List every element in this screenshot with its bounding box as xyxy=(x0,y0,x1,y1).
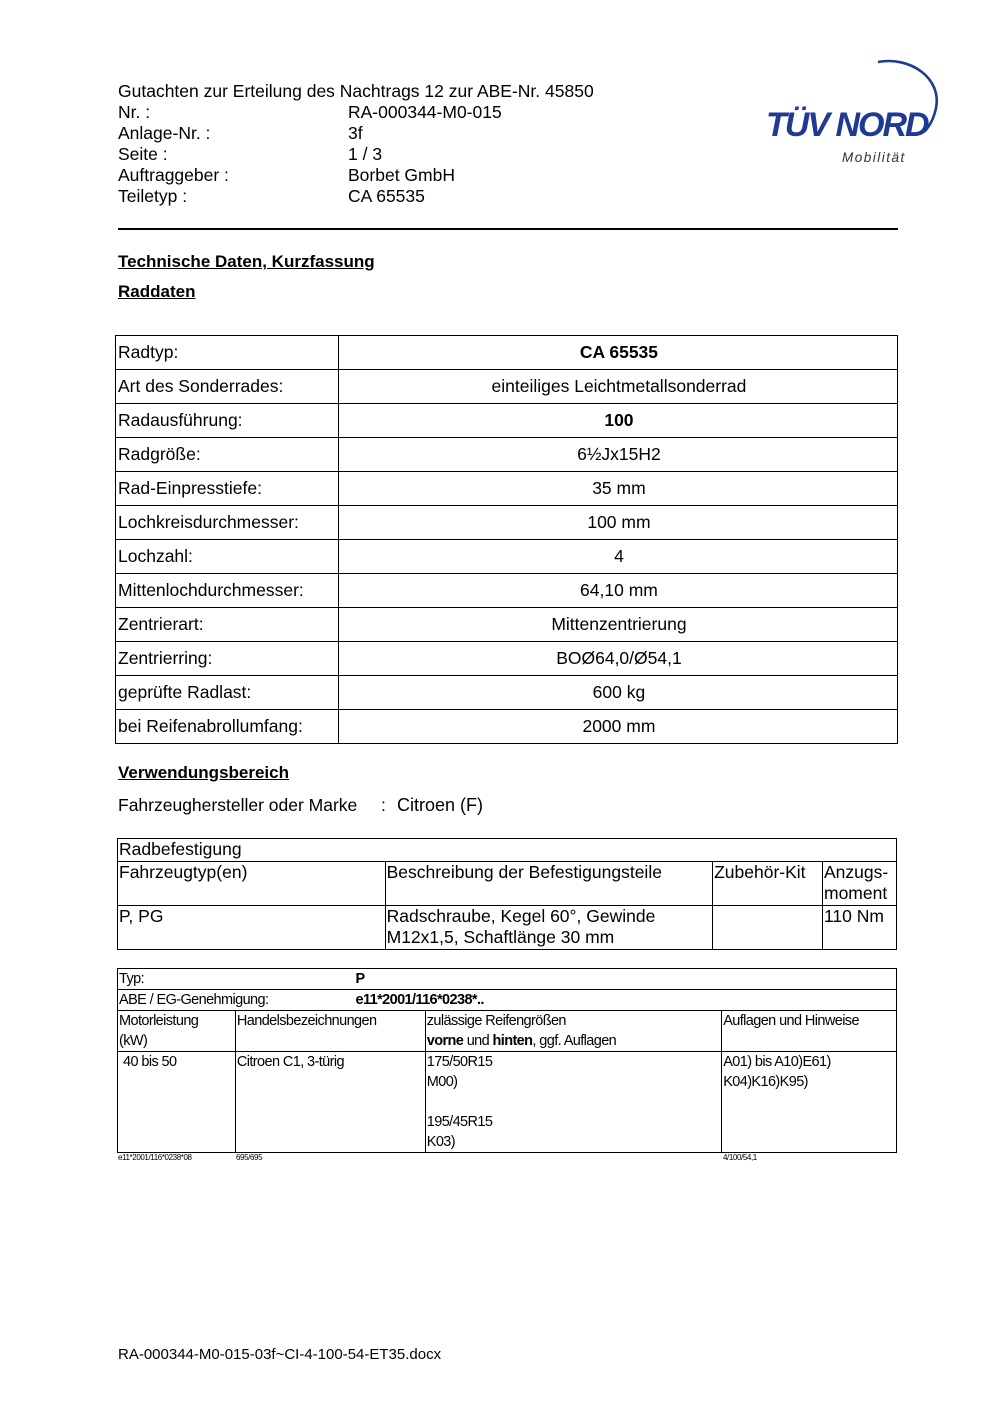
table-row xyxy=(116,472,898,506)
table-header-row xyxy=(118,861,897,905)
row-value: einteiliges Leichtmetallsonderrad xyxy=(338,370,897,404)
header-zubehoer: Zubehör-Kit xyxy=(713,861,823,905)
table-row xyxy=(116,608,898,642)
typ-table xyxy=(117,968,897,1153)
cell-auflagen xyxy=(722,1052,897,1153)
header-anzugsmoment xyxy=(823,861,897,905)
row-value: 100 mm xyxy=(338,506,897,540)
row-label: Zentrierring: xyxy=(116,642,339,676)
table-header-row xyxy=(118,1011,897,1052)
field-label-nr: Nr. : xyxy=(118,102,151,122)
row-value: 35 mm xyxy=(338,472,897,506)
abe-label-cell xyxy=(118,990,484,1011)
table-row xyxy=(116,574,898,608)
header-handel: Handelsbezeichnungen xyxy=(235,1011,425,1052)
row-value: 4 xyxy=(338,540,897,574)
row-label: Radgröße: xyxy=(116,438,339,472)
field-value-anlage: 3f xyxy=(348,123,363,143)
abe-label: ABE / EG-Genehmigung: xyxy=(119,992,269,1008)
auflagen-line-1: A01) bis A10)E61) xyxy=(723,1054,831,1070)
header-auflagen: Auflagen und Hinweise xyxy=(722,1011,897,1052)
header-reifen xyxy=(425,1011,721,1052)
tiny-bolt-pattern: 4/100/54,1 xyxy=(723,1153,757,1162)
table-row xyxy=(118,905,897,949)
row-label: Mittenlochdurchmesser: xyxy=(116,574,339,608)
header-reifen-line-2 xyxy=(427,1031,721,1051)
field-value-auftraggeber: Borbet GmbH xyxy=(348,165,455,185)
row-value: 64,10 mm xyxy=(338,574,897,608)
cell-kit xyxy=(713,905,823,949)
svg-text:TÜV NORD: TÜV NORD xyxy=(766,106,928,144)
typ-label: Typ: xyxy=(119,971,144,987)
tyre-size-1: 175/50R15 xyxy=(426,1054,493,1070)
table-row xyxy=(118,990,897,1011)
cell-moment: 110 Nm xyxy=(823,905,897,949)
table-row xyxy=(116,336,898,370)
footer-filename: RA-000344-M0-015-03f~CI-4-100-54-ET35.docx xyxy=(118,1346,442,1363)
typ-value: P xyxy=(355,971,365,987)
heading-verwendungsbereich: Verwendungsbereich xyxy=(118,763,289,782)
field-value-teiletyp: CA 65535 xyxy=(348,186,425,206)
field-label-auftraggeber: Auftraggeber : xyxy=(118,165,229,185)
row-label: Radausführung: xyxy=(116,404,339,438)
desc-line-2: M12x1,5, Schaftlänge 30 mm xyxy=(386,927,615,947)
heading-raddaten: Raddaten xyxy=(118,282,196,301)
row-label: Radtyp: xyxy=(116,336,339,370)
table-row xyxy=(118,969,897,990)
header-beschreibung: Beschreibung der Befestigungsteile xyxy=(385,861,712,905)
table-row xyxy=(116,506,898,540)
row-value: CA 65535 xyxy=(338,336,897,370)
table-row xyxy=(116,642,898,676)
logo-subtitle: Mobilität xyxy=(842,150,906,165)
manufacturer-value: Citroen (F) xyxy=(397,795,484,815)
tyre-code-1: M00) xyxy=(426,1074,458,1090)
cell-typ: P, PG xyxy=(118,905,386,949)
table-row xyxy=(116,710,898,744)
cell-beschreibung xyxy=(385,905,712,949)
radbefestigung-table xyxy=(117,838,897,950)
tyre-size-2: 195/45R15 xyxy=(426,1114,493,1130)
row-value: 6½Jx15H2 xyxy=(338,438,897,472)
desc-line-1: Radschraube, Kegel 60°, Gewinde xyxy=(386,905,656,926)
field-value-nr: RA-000344-M0-015 xyxy=(348,102,502,122)
table-row xyxy=(116,676,898,710)
typ-label-cell xyxy=(118,969,426,990)
header-motor-line-1: Motorleistung xyxy=(119,1013,199,1029)
tiny-performance: 695/695 xyxy=(236,1153,263,1162)
manufacturer-label: Fahrzeughersteller oder Marke xyxy=(118,795,358,815)
field-label-seite: Seite : xyxy=(118,144,168,164)
table-row xyxy=(116,540,898,574)
row-label: Zentrierart: xyxy=(116,608,339,642)
header-rest: , ggf. Auflagen xyxy=(532,1033,617,1049)
row-label: bei Reifenabrollumfang: xyxy=(116,710,339,744)
row-value: Mittenzentrierung xyxy=(338,608,897,642)
header-motor-line-2: (kW) xyxy=(119,1033,148,1049)
header-vorne: vorne xyxy=(426,1033,464,1049)
auflagen-line-2: K04)K16)K95) xyxy=(723,1074,808,1090)
header-hinten: hinten xyxy=(492,1033,533,1049)
header-motor xyxy=(118,1011,236,1052)
table-row xyxy=(116,370,898,404)
header-fahrzeugtyp: Fahrzeugtyp(en) xyxy=(118,861,386,905)
tiny-approval: e11*2001/116*0238*08 xyxy=(118,1153,192,1162)
tyre-code-2: K03) xyxy=(426,1134,455,1150)
field-label-teiletyp: Teiletyp : xyxy=(118,186,188,206)
row-label: Lochkreisdurchmesser: xyxy=(116,506,339,540)
field-label-anlage: Anlage-Nr. : xyxy=(118,123,211,143)
abe-value: e11*2001/116*0238*.. xyxy=(355,992,484,1008)
row-label: geprüfte Radlast: xyxy=(116,676,339,710)
row-label: Rad-Einpresstiefe: xyxy=(116,472,339,506)
row-value: 600 kg xyxy=(338,676,897,710)
header-anzugs: Anzugs- xyxy=(824,861,889,882)
table-row xyxy=(116,438,898,472)
table-row xyxy=(118,839,897,862)
header-moment: moment xyxy=(824,883,888,903)
table-row xyxy=(116,404,898,438)
row-label: Art des Sonderrades: xyxy=(116,370,339,404)
row-value: 100 xyxy=(338,404,897,438)
raddaten-table xyxy=(115,335,898,744)
header-und: und xyxy=(463,1033,493,1049)
heading-technische-daten: Technische Daten, Kurzfassung xyxy=(118,252,375,271)
header-divider xyxy=(118,228,898,230)
cell-handel: Citroen C1, 3-türig xyxy=(235,1052,425,1153)
field-value-seite: 1 / 3 xyxy=(348,144,383,164)
row-value: 2000 mm xyxy=(338,710,897,744)
table-row xyxy=(118,1052,897,1153)
row-label: Lochzahl: xyxy=(116,540,339,574)
cell-motor: 40 bis 50 xyxy=(118,1052,236,1153)
header-reifen-line-1: zulässige Reifengrößen xyxy=(426,1013,566,1029)
cell-reifen xyxy=(425,1052,721,1153)
manufacturer-colon: : xyxy=(381,795,386,815)
befestigung-title: Radbefestigung xyxy=(118,839,897,862)
document-title: Gutachten zur Erteilung des Nachtrags 12 zur ABE-Nr. 45850 xyxy=(118,81,594,101)
row-value: BOØ64,0/Ø54,1 xyxy=(338,642,897,676)
